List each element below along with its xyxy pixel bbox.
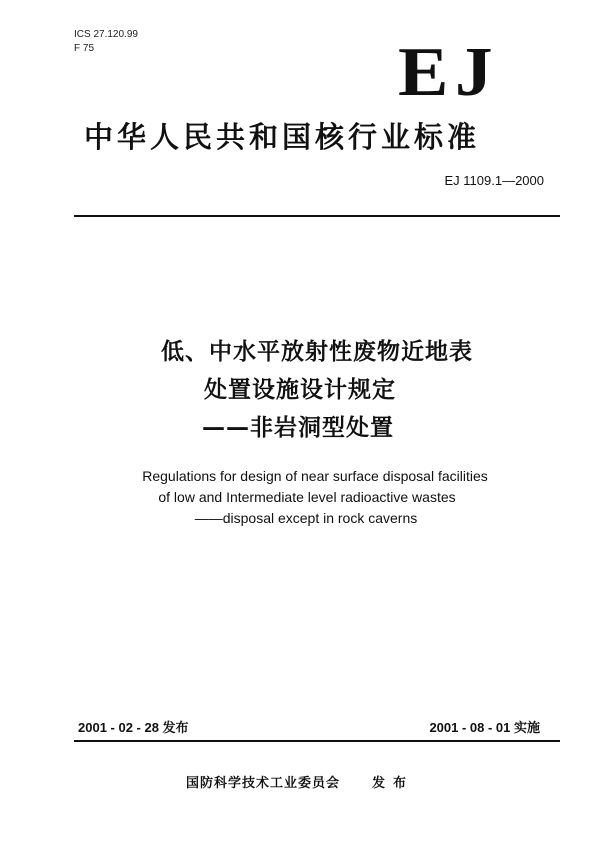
standard-number: EJ 1109.1—2000	[444, 173, 544, 188]
effective-date: 2001 - 08 - 01 实施	[429, 720, 540, 735]
standard-category-title: 中华人民共和国核行业标准	[84, 120, 481, 154]
issue-action: 发布	[372, 776, 415, 791]
classification-codes	[74, 28, 138, 56]
english-title-line-2: of low and Intermediate level radioactive wastes	[158, 489, 456, 505]
chinese-title-line-2: 处置设施设计规定	[204, 377, 396, 403]
issuing-organization: 国防科学技术工业委员会	[185, 776, 340, 791]
ej-logo: EJ	[398, 34, 500, 111]
ics-code: ICS 27.120.99	[74, 29, 138, 40]
issue-date: 2001 - 02 - 28 发布	[78, 720, 189, 735]
top-divider	[74, 215, 560, 217]
bottom-divider	[74, 740, 560, 742]
chinese-title	[0, 333, 600, 447]
issuing-authority	[0, 772, 600, 791]
ccs-code: F 75	[74, 43, 95, 54]
english-title-line-3: ——disposal except in rock caverns	[194, 510, 418, 526]
chinese-title-line-3: ——非岩洞型处置	[202, 415, 394, 441]
chinese-title-line-1: 低、中水平放射性废物近地表	[161, 339, 473, 365]
english-title	[0, 466, 600, 529]
english-title-line-1: Regulations for design of near surface disposal facilities	[142, 468, 488, 484]
